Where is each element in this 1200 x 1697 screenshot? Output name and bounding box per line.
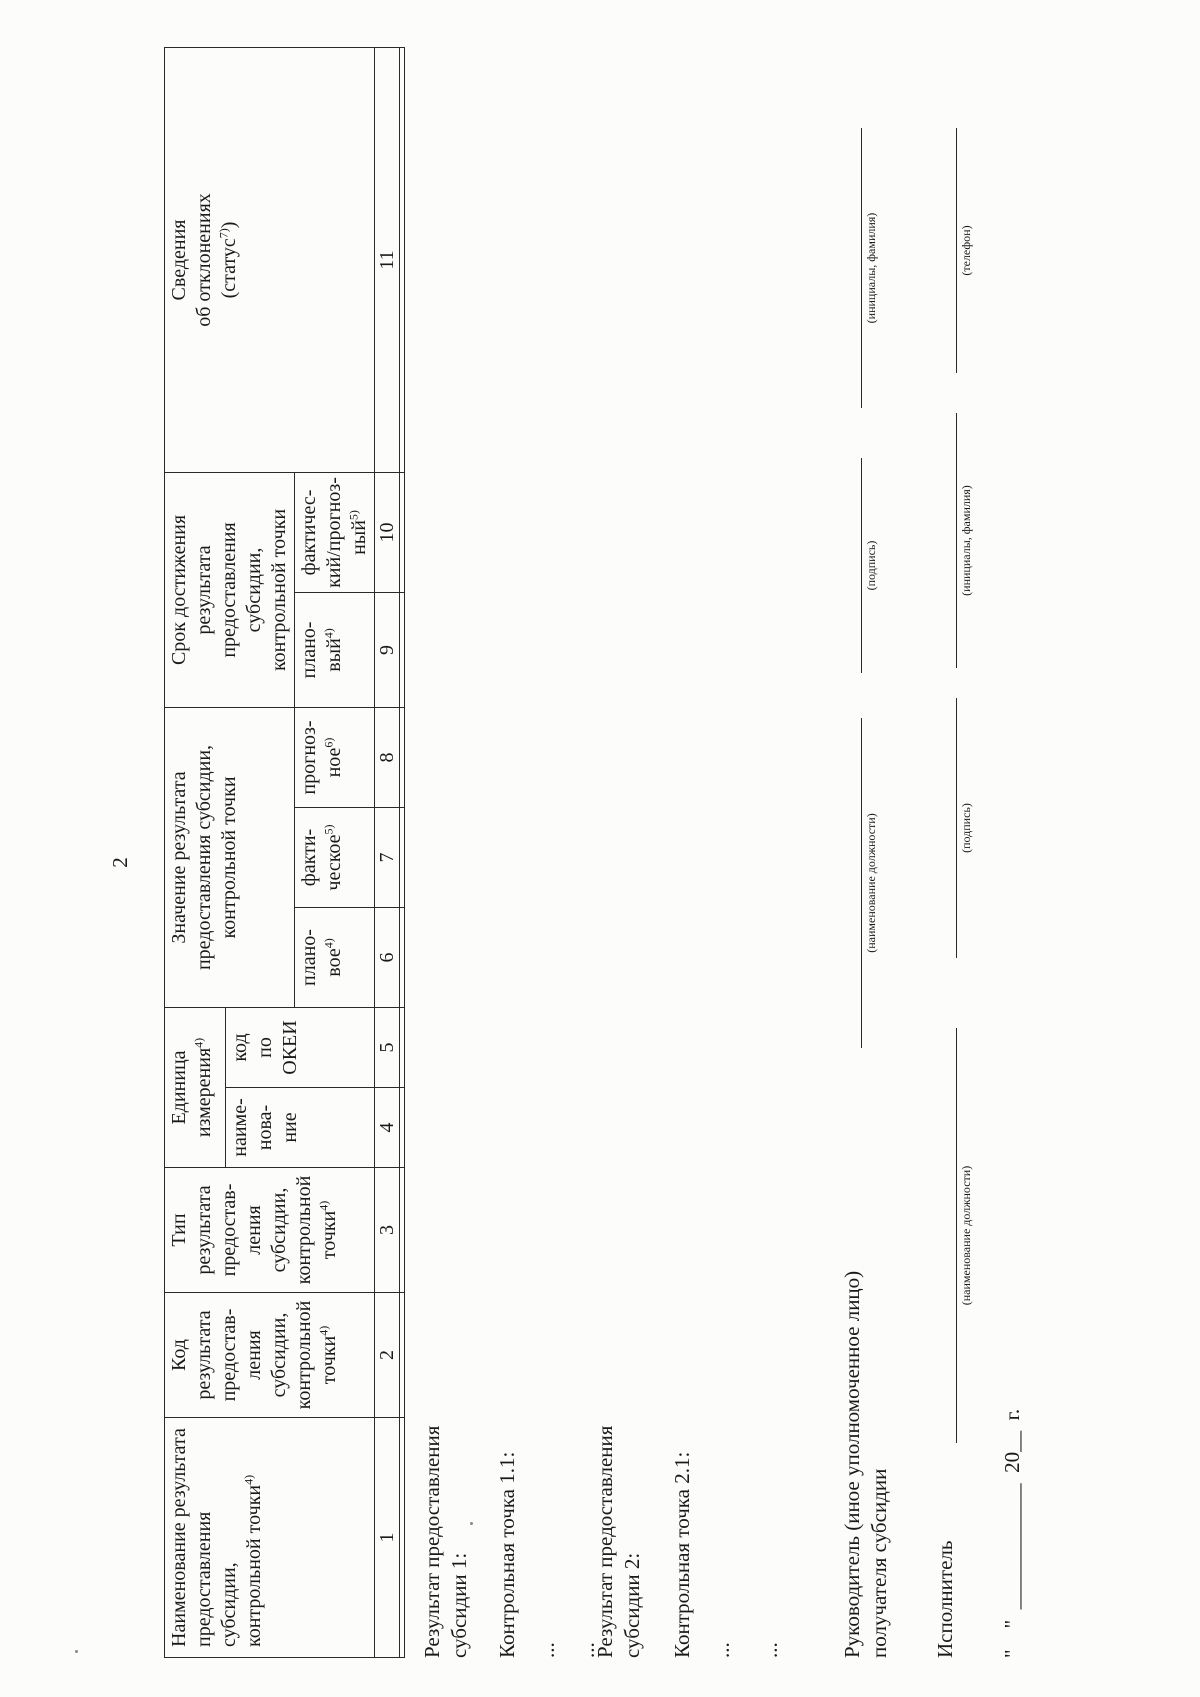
executor-signature-line: [956, 698, 957, 958]
row-ellipsis: ...: [758, 1642, 782, 1658]
results-table: [164, 47, 405, 1658]
header-result-name: Наименование результата предоставления субсидии, контрольной точки$^{4)}$: [165, 1418, 375, 1658]
header-term-planned: плано- вый$^{4)}$: [295, 592, 375, 707]
executor-phone-line: [956, 128, 957, 373]
column-number: 8: [375, 707, 400, 807]
executor-position-hint: (наименование должности): [959, 1165, 973, 1306]
column-number: 4: [375, 1088, 400, 1168]
executor-name-line: [956, 413, 957, 668]
row-result-1: Результат предоставления субсидии 1:: [420, 1425, 471, 1658]
row-checkpoint-2-1: Контрольная точка 2.1:: [670, 1451, 694, 1658]
column-number: 2: [375, 1293, 400, 1418]
table-bottom-row: [400, 47, 405, 1657]
header-value-planned: плано- вое$^{4)}$: [295, 908, 375, 1008]
row-checkpoint-1-1: Контрольная точка 1.1:: [495, 1451, 519, 1658]
column-number: 7: [375, 808, 400, 908]
head-signature-hint: (подпись): [864, 540, 878, 591]
header-unit-group: Единица измерения$^{4)}$: [165, 1008, 226, 1168]
rotated-form: [164, 128, 1144, 1658]
column-number-row: [375, 47, 400, 1657]
header-result-type: Тип результата предостав- ления субсидии, контрольной точки$^{4)}$: [165, 1168, 375, 1293]
executor-name-hint: (инициалы, фамилия): [959, 485, 973, 596]
page-number: 2: [107, 857, 132, 868]
scan-speck: [75, 1650, 78, 1653]
row-ellipsis: ...: [535, 1642, 559, 1658]
header-result-code: Код результата предостав- ления субсидии, контрольной точки$^{4)}$: [165, 1293, 375, 1418]
head-name-hint: (инициалы, фамилия): [864, 212, 878, 324]
executor-label: Исполнитель: [933, 1540, 957, 1658]
column-number: 5: [375, 1008, 400, 1088]
header-value-group: Значение результата предоставления субсидии, контрольной точки: [165, 707, 295, 1007]
column-number: 10: [375, 472, 400, 592]
header-term-group: Срок достижения результата предоставления субсидии, контрольной точки: [165, 472, 295, 707]
column-number: 6: [375, 908, 400, 1008]
header-value-actual: факти- ческое$^{5)}$: [295, 808, 375, 908]
header-unit-name: наиме- нова- ние: [226, 1088, 375, 1168]
header-term-actual: фактичес- кий/прогноз- ный$^{5)}$: [295, 472, 375, 592]
header-unit-code: код по ОКЕИ: [226, 1008, 375, 1088]
date-line: " " ____________ 20__ г.: [1000, 1408, 1024, 1658]
head-name-line: [861, 128, 862, 408]
executor-position-line: [956, 1028, 957, 1443]
header-deviation: Сведения об отклонениях (статус$^{7)}$): [165, 47, 375, 472]
head-position-hint: (наименование должности): [864, 813, 878, 953]
column-number: 1: [375, 1418, 400, 1658]
row-ellipsis: ...: [710, 1642, 734, 1658]
executor-phone-hint: (телефон): [959, 225, 973, 276]
column-number: 3: [375, 1168, 400, 1293]
head-signature-line: [861, 458, 862, 673]
head-position-line: [861, 718, 862, 1048]
scan-speck: [470, 1522, 473, 1525]
head-signature-label: Руководитель (иное уполномоченное лицо) получателя субсидии: [840, 1270, 891, 1658]
row-ellipsis: ...: [575, 1642, 599, 1658]
column-number: 11: [375, 47, 400, 472]
executor-signature-hint: (подпись): [959, 803, 973, 853]
row-result-2: Результат предоставления субсидии 2:: [593, 1425, 644, 1658]
column-number: 9: [375, 592, 400, 707]
header-value-forecast: прогноз- ное$^{6)}$: [295, 707, 375, 807]
